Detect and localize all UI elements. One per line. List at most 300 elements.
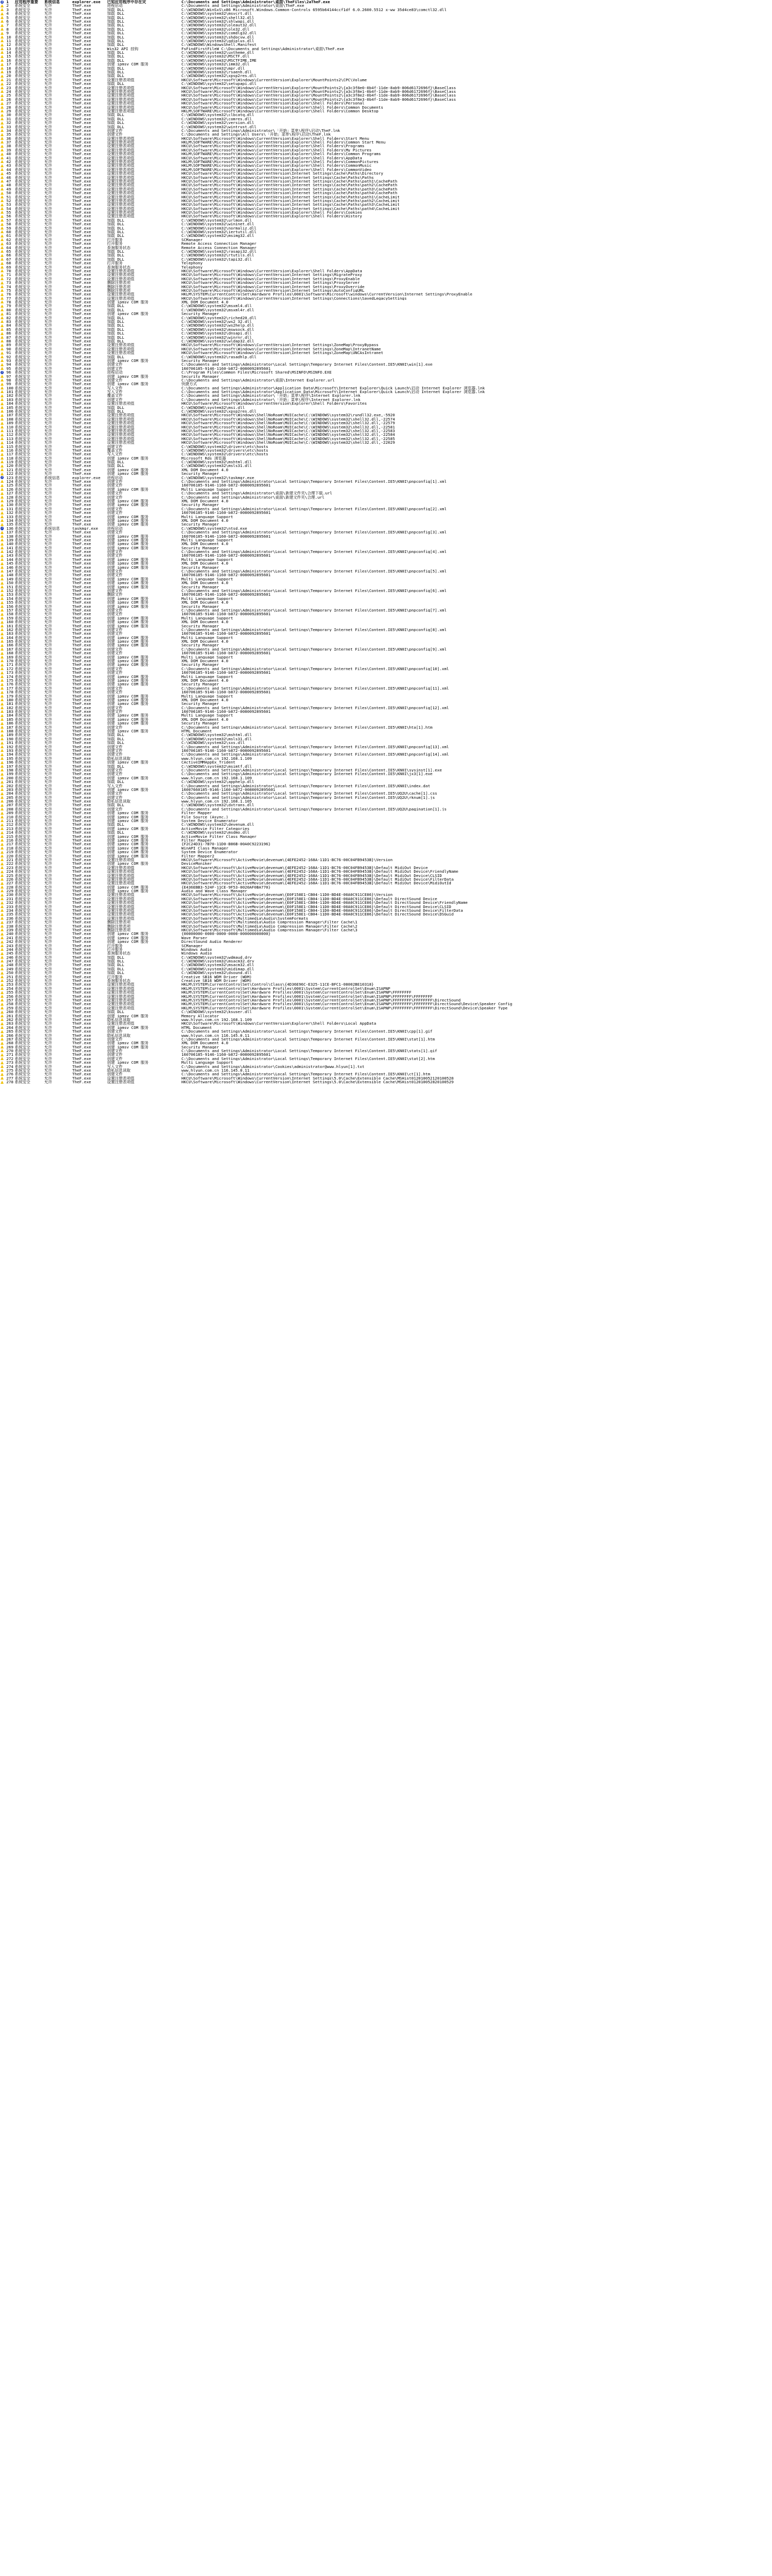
entry-detail: Security Manager [181, 522, 219, 527]
log-row[interactable] [0, 877, 772, 881]
log-row[interactable] [0, 347, 772, 351]
log-row[interactable] [0, 144, 772, 148]
log-row[interactable] [0, 850, 772, 854]
header-row[interactable] [0, 0, 772, 4]
log-row[interactable] [0, 1045, 772, 1049]
log-row[interactable] [0, 452, 772, 456]
log-row[interactable] [0, 866, 772, 870]
warning-icon [1, 1080, 5, 1084]
log-row[interactable] [0, 616, 772, 620]
log-row[interactable] [0, 655, 772, 659]
log-row[interactable] [0, 846, 772, 850]
log-row[interactable] [0, 1053, 772, 1056]
log-row[interactable] [0, 74, 772, 78]
log-row[interactable] [0, 495, 772, 499]
log-row[interactable] [0, 566, 772, 569]
log-row[interactable] [0, 375, 772, 378]
log-row[interactable] [0, 421, 772, 425]
log-row[interactable] [0, 1026, 772, 1029]
log-row[interactable] [0, 1002, 772, 1006]
log-row[interactable] [0, 881, 772, 885]
log-row[interactable] [0, 1061, 772, 1064]
log-row[interactable] [0, 511, 772, 514]
log-row[interactable] [0, 316, 772, 320]
log-row[interactable] [0, 207, 772, 211]
log-row[interactable] [0, 441, 772, 444]
log-row[interactable] [0, 729, 772, 733]
log-row[interactable] [0, 1034, 772, 1037]
log-row[interactable] [0, 222, 772, 226]
log-row[interactable] [0, 82, 772, 85]
log-row[interactable] [0, 1072, 772, 1076]
log-row[interactable] [0, 292, 772, 296]
log-row[interactable] [0, 745, 772, 749]
entry-detail: C:\Documents and Settings\Administrator\Local Settings\Temporary Internet Files\Content.IE5\KN0I\sysinst[1].exe [181, 768, 442, 772]
log-row[interactable] [0, 437, 772, 441]
log-row[interactable] [0, 70, 772, 74]
log-row[interactable] [0, 339, 772, 343]
log-row[interactable] [0, 854, 772, 858]
log-row[interactable] [0, 909, 772, 912]
log-row[interactable] [0, 589, 772, 593]
log-row[interactable] [0, 250, 772, 253]
log-row[interactable] [0, 289, 772, 292]
log-row[interactable] [0, 519, 772, 522]
log-row[interactable] [0, 726, 772, 729]
log-row[interactable] [0, 713, 772, 717]
log-row[interactable] [0, 234, 772, 237]
log-row[interactable] [0, 503, 772, 507]
log-row[interactable] [0, 998, 772, 1002]
log-row[interactable] [0, 460, 772, 464]
log-row[interactable] [0, 522, 772, 526]
log-row[interactable] [0, 573, 772, 577]
log-row[interactable] [0, 788, 772, 791]
log-row[interactable] [0, 901, 772, 904]
entry-operation: 创建文件 [107, 1072, 123, 1076]
log-row[interactable] [0, 917, 772, 920]
log-row[interactable] [0, 86, 772, 90]
log-row[interactable] [0, 585, 772, 589]
log-row[interactable] [0, 1037, 772, 1041]
log-row[interactable] [0, 359, 772, 362]
log-row[interactable] [0, 538, 772, 542]
log-row[interactable] [0, 257, 772, 261]
log-row[interactable] [0, 897, 772, 901]
log-row[interactable] [0, 858, 772, 862]
log-row[interactable] [0, 569, 772, 573]
log-row[interactable] [0, 885, 772, 889]
warning-icon [1, 749, 5, 752]
log-row[interactable] [0, 640, 772, 643]
log-row[interactable] [0, 106, 772, 109]
log-row[interactable] [0, 464, 772, 468]
entry-operation: 覆盖文件 [107, 448, 123, 453]
log-row[interactable] [0, 893, 772, 896]
log-row[interactable] [0, 20, 772, 23]
log-row[interactable] [0, 1068, 772, 1072]
log-row[interactable] [0, 752, 772, 756]
log-row[interactable] [0, 971, 772, 975]
log-row[interactable] [0, 242, 772, 245]
log-row[interactable] [0, 799, 772, 803]
log-row[interactable] [0, 905, 772, 909]
log-row[interactable] [0, 304, 772, 308]
log-row[interactable] [0, 16, 772, 20]
warning-icon [1, 897, 5, 901]
log-row[interactable] [0, 168, 772, 171]
log-row[interactable] [0, 394, 772, 397]
log-row[interactable] [0, 982, 772, 986]
log-row[interactable] [0, 963, 772, 967]
log-row[interactable] [0, 815, 772, 819]
log-row[interactable] [0, 620, 772, 624]
log-row[interactable] [0, 230, 772, 234]
entry-category: 系统安全 [15, 904, 31, 909]
log-row[interactable] [0, 624, 772, 628]
log-row[interactable] [0, 483, 772, 487]
log-row[interactable] [0, 156, 772, 160]
log-row[interactable] [0, 429, 772, 433]
log-row[interactable] [0, 35, 772, 39]
log-row[interactable] [0, 386, 772, 390]
log-row[interactable] [0, 265, 772, 269]
log-row[interactable] [0, 741, 772, 745]
log-row[interactable] [0, 171, 772, 175]
entry-number: 23 [6, 85, 11, 90]
log-row[interactable] [0, 406, 772, 409]
log-row[interactable] [0, 1076, 772, 1080]
log-row[interactable] [0, 936, 772, 940]
log-row[interactable] [0, 164, 772, 167]
log-row[interactable] [0, 928, 772, 932]
log-row[interactable] [0, 643, 772, 647]
log-row[interactable] [0, 784, 772, 788]
log-row[interactable] [0, 765, 772, 768]
log-row[interactable] [0, 1022, 772, 1025]
log-row[interactable] [0, 718, 772, 721]
log-row[interactable] [0, 659, 772, 663]
log-row[interactable] [0, 160, 772, 164]
log-row[interactable] [0, 554, 772, 557]
log-row[interactable] [0, 480, 772, 483]
log-row[interactable] [0, 690, 772, 694]
log-row[interactable] [0, 445, 772, 449]
log-row[interactable] [0, 796, 772, 799]
log-row[interactable] [0, 31, 772, 35]
log-row[interactable] [0, 472, 772, 475]
log-row[interactable] [0, 835, 772, 838]
log-row[interactable] [0, 499, 772, 503]
log-row[interactable] [0, 491, 772, 495]
log-row[interactable] [0, 702, 772, 705]
entry-number: 93 [6, 358, 11, 363]
log-row[interactable] [0, 417, 772, 421]
log-row[interactable] [0, 706, 772, 710]
log-row[interactable] [0, 331, 772, 335]
log-row[interactable] [0, 59, 772, 62]
log-row[interactable] [0, 277, 772, 281]
log-row[interactable] [0, 990, 772, 994]
log-row[interactable] [0, 530, 772, 534]
log-row[interactable] [0, 488, 772, 491]
log-row[interactable] [0, 651, 772, 655]
entry-process: TheF.exe [72, 690, 91, 694]
log-row[interactable] [0, 1080, 772, 1084]
log-row[interactable] [0, 959, 772, 963]
log-row[interactable] [0, 561, 772, 565]
log-row[interactable] [0, 238, 772, 242]
log-row[interactable] [0, 948, 772, 951]
log-row[interactable] [0, 671, 772, 674]
log-row[interactable] [0, 54, 772, 58]
log-row[interactable] [0, 636, 772, 640]
log-row[interactable] [0, 924, 772, 928]
log-row[interactable] [0, 226, 772, 230]
log-row[interactable] [0, 183, 772, 187]
log-row[interactable] [0, 456, 772, 460]
log-row[interactable] [0, 912, 772, 916]
log-row[interactable] [0, 328, 772, 331]
log-row[interactable] [0, 951, 772, 955]
log-row[interactable] [0, 807, 772, 811]
log-row[interactable] [0, 542, 772, 546]
log-row[interactable] [0, 527, 772, 530]
log-row[interactable] [0, 343, 772, 347]
log-row[interactable] [0, 297, 772, 300]
log-row[interactable] [0, 300, 772, 304]
log-row[interactable] [0, 117, 772, 121]
log-row[interactable] [0, 838, 772, 842]
log-row[interactable] [0, 721, 772, 725]
log-row[interactable] [0, 140, 772, 144]
log-row[interactable] [0, 694, 772, 698]
log-row[interactable] [0, 468, 772, 472]
log-row[interactable] [0, 370, 772, 374]
log-row[interactable] [0, 535, 772, 538]
log-row[interactable] [0, 889, 772, 893]
log-row[interactable] [0, 187, 772, 191]
log-row[interactable] [0, 98, 772, 101]
log-row[interactable] [0, 409, 772, 413]
log-row[interactable] [0, 628, 772, 632]
log-row[interactable] [0, 261, 772, 265]
log-row[interactable] [0, 1041, 772, 1045]
log-row[interactable] [0, 113, 772, 117]
log-row[interactable] [0, 823, 772, 826]
log-row[interactable] [0, 675, 772, 679]
log-row[interactable] [0, 842, 772, 846]
log-row[interactable] [0, 581, 772, 585]
log-row[interactable] [0, 90, 772, 93]
log-row[interactable] [0, 698, 772, 702]
log-row[interactable] [0, 870, 772, 873]
log-row[interactable] [0, 803, 772, 807]
log-row[interactable] [0, 148, 772, 152]
log-row[interactable] [0, 944, 772, 948]
log-row[interactable] [0, 51, 772, 54]
log-row[interactable] [0, 920, 772, 924]
log-row[interactable] [0, 362, 772, 366]
log-row[interactable] [0, 827, 772, 831]
log-row[interactable] [0, 1029, 772, 1033]
log-row[interactable] [0, 776, 772, 780]
log-row[interactable] [0, 203, 772, 206]
log-row[interactable] [0, 791, 772, 795]
log-row[interactable] [0, 382, 772, 386]
log-row[interactable] [0, 733, 772, 737]
log-row[interactable] [0, 1018, 772, 1022]
log-row[interactable] [0, 1014, 772, 1018]
log-row[interactable] [0, 23, 772, 27]
log-row[interactable] [0, 425, 772, 429]
log-row[interactable] [0, 390, 772, 394]
entry-action: 允许 [44, 35, 52, 39]
log-row[interactable] [0, 273, 772, 276]
log-row[interactable] [0, 308, 772, 312]
log-row[interactable] [0, 558, 772, 561]
log-row[interactable] [0, 874, 772, 877]
log-row[interactable] [0, 663, 772, 666]
log-row[interactable] [0, 320, 772, 323]
log-row[interactable] [0, 979, 772, 982]
log-row[interactable] [0, 780, 772, 784]
log-row[interactable] [0, 152, 772, 156]
log-row[interactable] [0, 1006, 772, 1010]
log-row[interactable] [0, 593, 772, 596]
log-row[interactable] [0, 109, 772, 113]
warning-icon [1, 66, 5, 70]
log-row[interactable] [0, 831, 772, 834]
log-row[interactable] [0, 550, 772, 554]
log-row[interactable] [0, 93, 772, 97]
log-row[interactable] [0, 312, 772, 316]
log-row[interactable] [0, 355, 772, 359]
log-row[interactable] [0, 137, 772, 140]
log-row[interactable] [0, 218, 772, 222]
log-row[interactable] [0, 1010, 772, 1014]
log-row[interactable] [0, 413, 772, 417]
log-row[interactable] [0, 433, 772, 436]
log-row[interactable] [0, 211, 772, 214]
log-row[interactable] [0, 749, 772, 752]
log-row[interactable] [0, 121, 772, 125]
log-row[interactable] [0, 132, 772, 136]
warning-icon [1, 776, 5, 780]
log-row[interactable] [0, 66, 772, 70]
log-row[interactable] [0, 39, 772, 43]
entry-number: 224 [6, 870, 14, 874]
log-row[interactable] [0, 819, 772, 823]
log-row[interactable] [0, 449, 772, 452]
log-row[interactable] [0, 8, 772, 12]
log-row[interactable] [0, 62, 772, 66]
log-row[interactable] [0, 679, 772, 682]
log-row[interactable] [0, 967, 772, 971]
log-row[interactable] [0, 129, 772, 132]
log-row[interactable] [0, 351, 772, 355]
log-row[interactable] [0, 515, 772, 519]
log-row[interactable] [0, 647, 772, 651]
log-row[interactable] [0, 214, 772, 218]
log-row[interactable] [0, 78, 772, 82]
log-row[interactable] [0, 476, 772, 480]
log-row[interactable] [0, 269, 772, 273]
log-row[interactable] [0, 811, 772, 815]
log-row[interactable] [0, 975, 772, 979]
entry-detail: HKCU\Software\Microsoft\Windows\CurrentVersion\Explorer\Shell Folders\AppData [181, 269, 362, 273]
log-row[interactable] [0, 862, 772, 865]
log-row[interactable] [0, 956, 772, 959]
log-row[interactable] [0, 199, 772, 203]
info-icon: i [1, 476, 3, 480]
entry-detail: HKLM\SOFTWARE\Microsoft\Windows\CurrentVersion\Explorer\Shell Folders\Common Programs [181, 152, 381, 156]
log-row[interactable] [0, 43, 772, 46]
log-row[interactable] [0, 667, 772, 671]
log-row[interactable] [0, 682, 772, 686]
log-row[interactable] [0, 47, 772, 51]
log-row[interactable] [0, 597, 772, 600]
log-row[interactable] [0, 757, 772, 760]
log-row[interactable] [0, 507, 772, 511]
log-row[interactable] [0, 1049, 772, 1053]
log-row[interactable] [0, 577, 772, 581]
log-row[interactable] [0, 12, 772, 15]
log-row[interactable] [0, 27, 772, 31]
log-row[interactable] [0, 253, 772, 257]
log-row[interactable] [0, 686, 772, 690]
entry-category: 系统安全 [15, 444, 31, 449]
log-row[interactable] [0, 1065, 772, 1068]
log-row[interactable] [0, 612, 772, 616]
log-row[interactable] [0, 367, 772, 370]
log-row[interactable] [0, 4, 772, 7]
log-row[interactable] [0, 323, 772, 327]
log-row[interactable] [0, 101, 772, 105]
log-row[interactable] [0, 1057, 772, 1061]
entry-process: TheF.exe [72, 335, 91, 339]
log-row[interactable] [0, 179, 772, 183]
log-row[interactable] [0, 195, 772, 199]
log-row[interactable] [0, 176, 772, 179]
log-row[interactable] [0, 987, 772, 990]
log-row[interactable] [0, 246, 772, 250]
entry-category: 系统安全 [15, 1072, 31, 1076]
log-row[interactable] [0, 285, 772, 289]
log-row[interactable] [0, 378, 772, 382]
log-row[interactable] [0, 768, 772, 772]
log-row[interactable] [0, 632, 772, 635]
log-row[interactable] [0, 546, 772, 550]
entry-operation: 设置注册表项值 [107, 97, 134, 102]
log-row[interactable] [0, 600, 772, 604]
log-row[interactable] [0, 336, 772, 339]
log-row[interactable] [0, 932, 772, 936]
log-row[interactable] [0, 605, 772, 608]
log-row[interactable] [0, 995, 772, 998]
log-row[interactable] [0, 737, 772, 741]
log-row[interactable] [0, 772, 772, 776]
log-row[interactable] [0, 940, 772, 943]
log-row[interactable] [0, 398, 772, 402]
log-row[interactable] [0, 608, 772, 612]
log-row[interactable] [0, 402, 772, 405]
log-row[interactable] [0, 191, 772, 195]
log-row[interactable] [0, 760, 772, 764]
log-row[interactable] [0, 710, 772, 713]
log-row[interactable] [0, 281, 772, 284]
log-row[interactable] [0, 125, 772, 129]
